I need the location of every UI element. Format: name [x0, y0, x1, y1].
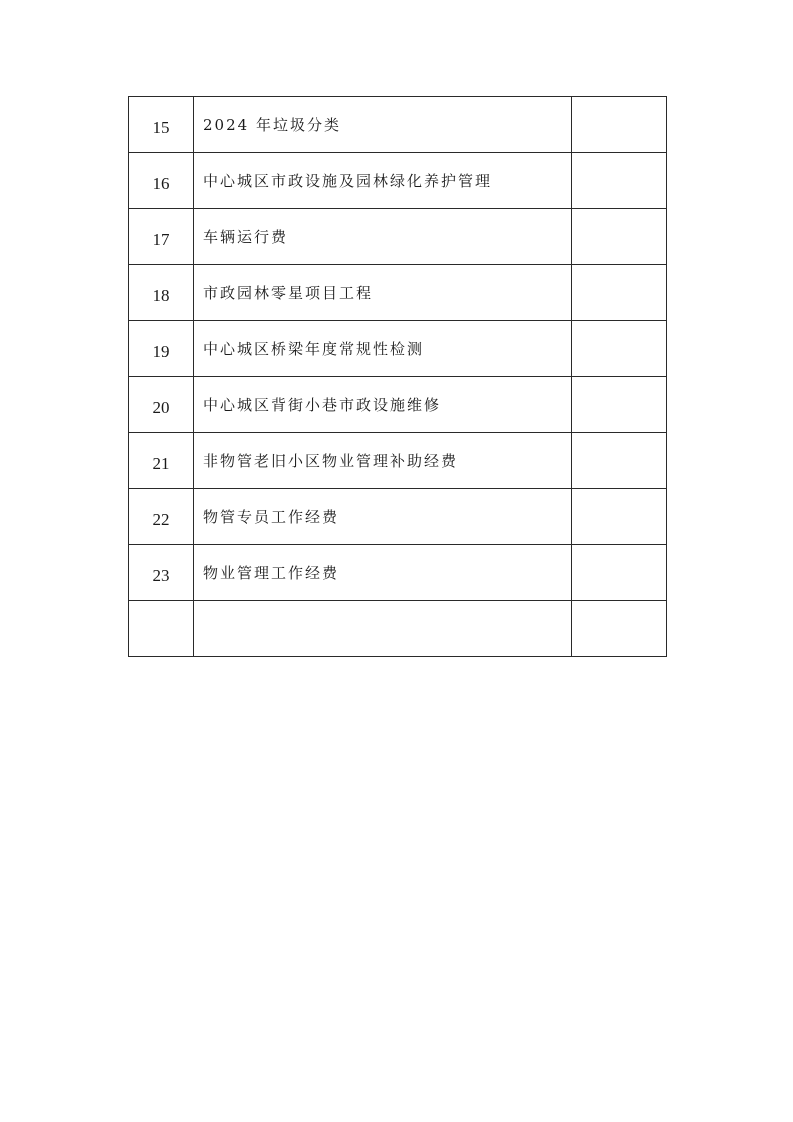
- empty-cell: [572, 545, 667, 601]
- table-row: [129, 265, 667, 321]
- row-number: 20: [129, 377, 194, 433]
- empty-cell: [572, 489, 667, 545]
- table-row: [129, 377, 667, 433]
- empty-cell: [572, 601, 667, 657]
- table-row: [129, 545, 667, 601]
- row-number: 16: [129, 153, 194, 209]
- project-name: 非物管老旧小区物业管理补助经费: [194, 433, 572, 489]
- project-name: [194, 601, 572, 657]
- project-name: 车辆运行费: [194, 209, 572, 265]
- project-name: 物业管理工作经费: [194, 545, 572, 601]
- table-row: [129, 153, 667, 209]
- row-number: 17: [129, 209, 194, 265]
- empty-cell: [572, 209, 667, 265]
- row-number: 21: [129, 433, 194, 489]
- row-number: 19: [129, 321, 194, 377]
- table-row: [129, 433, 667, 489]
- project-name: 中心城区背街小巷市政设施维修: [194, 377, 572, 433]
- row-number: 15: [129, 97, 194, 153]
- project-name: 物管专员工作经费: [194, 489, 572, 545]
- project-name: 市政园林零星项目工程: [194, 265, 572, 321]
- row-number: [129, 601, 194, 657]
- table-row: [129, 209, 667, 265]
- table-row: [129, 601, 667, 657]
- row-number: 23: [129, 545, 194, 601]
- project-name: 中心城区桥梁年度常规性检测: [194, 321, 572, 377]
- project-table: [128, 96, 667, 657]
- empty-cell: [572, 377, 667, 433]
- project-name: 中心城区市政设施及园林绿化养护管理: [194, 153, 572, 209]
- empty-cell: [572, 97, 667, 153]
- empty-cell: [572, 265, 667, 321]
- table-row: [129, 97, 667, 153]
- table-row: [129, 489, 667, 545]
- table-row: [129, 321, 667, 377]
- row-number: 22: [129, 489, 194, 545]
- empty-cell: [572, 321, 667, 377]
- project-name: 2024 年垃圾分类: [194, 97, 572, 153]
- empty-cell: [572, 433, 667, 489]
- empty-cell: [572, 153, 667, 209]
- row-number: 18: [129, 265, 194, 321]
